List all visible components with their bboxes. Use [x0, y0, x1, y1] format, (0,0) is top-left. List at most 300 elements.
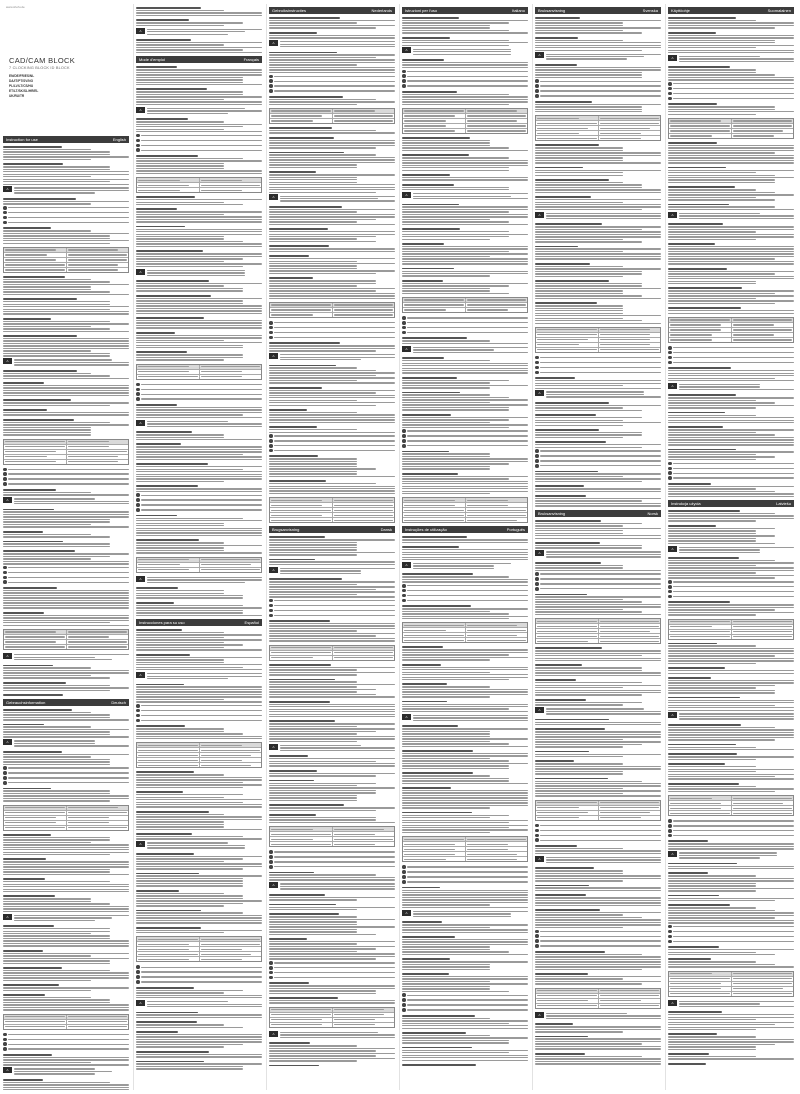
warning-icon: ⚠ — [136, 28, 145, 34]
text-line — [402, 370, 528, 371]
table-cell — [200, 178, 262, 182]
table-cell — [270, 1013, 333, 1017]
step-number-icon — [3, 1033, 7, 1037]
text-line — [271, 314, 313, 315]
heading-line — [535, 562, 601, 564]
heading-line — [3, 612, 44, 614]
text-line — [136, 354, 243, 355]
warning-text — [413, 714, 528, 723]
text-line — [668, 69, 756, 70]
text-line — [269, 261, 357, 262]
section-heading — [402, 750, 528, 752]
text-line — [269, 635, 376, 636]
text-line — [668, 491, 775, 492]
step-number-icon — [3, 1047, 7, 1051]
heading-line — [269, 701, 330, 703]
text-line — [8, 782, 129, 783]
text-line — [537, 128, 588, 129]
text-line — [334, 115, 394, 116]
heading-line — [535, 542, 600, 544]
text-line — [136, 216, 262, 217]
text-line — [402, 792, 528, 793]
text-line — [535, 256, 661, 257]
text-line — [269, 773, 395, 774]
text-line — [3, 304, 110, 305]
text-line — [8, 777, 129, 778]
text-line — [402, 224, 528, 225]
text-line — [68, 817, 110, 818]
text-line — [535, 692, 661, 693]
text-line — [407, 595, 528, 596]
text-line — [136, 930, 262, 931]
table-cell — [669, 328, 732, 332]
text-line — [535, 961, 661, 962]
text-line — [402, 483, 528, 484]
table-cell — [732, 806, 794, 810]
text-line — [668, 293, 775, 294]
heading-line — [402, 268, 454, 270]
section-heading — [668, 1053, 794, 1055]
heading-line — [3, 751, 62, 753]
heading-line — [668, 904, 730, 906]
text-line — [269, 288, 395, 289]
text-line — [136, 696, 262, 697]
text-line — [402, 387, 490, 388]
section-heading — [3, 984, 129, 986]
text-line — [68, 636, 110, 637]
text-line — [3, 286, 91, 287]
text-line — [269, 765, 395, 766]
text-line — [535, 488, 661, 489]
section-heading — [535, 679, 661, 681]
table-row — [669, 811, 793, 815]
text-line — [668, 880, 794, 881]
text-line — [668, 843, 794, 844]
text-line — [535, 773, 623, 774]
text-line — [535, 567, 623, 568]
text-line — [535, 111, 642, 112]
step-number-icon — [3, 781, 7, 785]
heading-line — [269, 804, 344, 806]
text-line — [269, 800, 357, 801]
section-heading — [402, 772, 528, 774]
text-line — [402, 899, 528, 900]
text-line — [668, 710, 794, 711]
text-line — [535, 1046, 661, 1047]
text-line — [668, 273, 775, 274]
text-line — [3, 534, 91, 535]
text-line — [668, 1014, 794, 1015]
text-line — [138, 944, 189, 945]
text-line — [3, 546, 110, 547]
text-line — [402, 234, 528, 235]
text-line — [535, 74, 642, 75]
text-line — [3, 494, 129, 495]
text-line — [269, 681, 357, 682]
step-number-icon — [136, 139, 140, 143]
heading-line — [136, 250, 203, 252]
text-line — [670, 135, 712, 136]
numbered-step — [269, 976, 395, 980]
warning-text — [14, 497, 129, 506]
text-line — [540, 931, 661, 932]
text-line — [271, 110, 331, 111]
section-heading — [136, 1061, 262, 1063]
text-line — [668, 540, 756, 541]
text-line — [535, 202, 623, 203]
section-heading — [402, 174, 528, 176]
text-line — [668, 258, 775, 259]
step-number-icon — [136, 970, 140, 974]
text-line — [670, 973, 712, 974]
text-line — [600, 626, 660, 627]
numbered-step — [269, 331, 395, 335]
section-heading — [136, 910, 262, 912]
text-line — [14, 659, 112, 660]
step-number-icon — [269, 604, 273, 608]
step-number-icon — [269, 976, 273, 980]
text-line — [269, 412, 357, 413]
section-heading — [269, 277, 395, 279]
text-line — [269, 716, 395, 717]
step-number-icon — [668, 92, 672, 96]
heading-line — [136, 88, 207, 90]
heading-line — [535, 1053, 585, 1055]
text-line — [535, 744, 642, 745]
section-heading — [535, 542, 661, 544]
text-line — [535, 694, 642, 695]
text-line — [535, 172, 623, 173]
text-line — [269, 54, 395, 55]
text-line — [402, 677, 528, 678]
text-line — [402, 402, 490, 403]
text-line — [535, 226, 661, 227]
text-line — [668, 756, 794, 757]
heading-line — [3, 834, 51, 836]
product-code: DA/IT/PT/SV/NO — [9, 79, 34, 83]
text-line — [3, 1062, 91, 1063]
heading-line — [535, 699, 586, 701]
text-line — [679, 857, 760, 858]
text-line — [269, 1060, 357, 1061]
text-line — [402, 382, 490, 383]
numbered-step — [402, 584, 528, 588]
text-line — [136, 204, 243, 205]
text-line — [3, 402, 129, 403]
warning-note — [535, 550, 661, 559]
text-line — [402, 832, 490, 833]
text-line — [600, 138, 642, 139]
numbered-step — [668, 940, 794, 944]
text-line — [467, 854, 518, 855]
text-line — [467, 110, 518, 111]
section-heading — [136, 118, 262, 120]
table-cell — [200, 183, 262, 187]
section-heading — [3, 834, 129, 836]
numbered-step — [668, 346, 794, 350]
text-line — [535, 850, 661, 851]
text-line — [535, 785, 661, 786]
text-line — [402, 253, 528, 254]
text-line — [402, 263, 528, 264]
text-line — [535, 1026, 661, 1027]
section-heading — [402, 664, 528, 666]
section-heading — [402, 392, 528, 394]
table-row — [536, 136, 660, 140]
text-line — [402, 679, 509, 680]
section-heading — [402, 1064, 528, 1066]
numbered-step — [269, 79, 395, 83]
numbered-step — [269, 609, 395, 613]
text-line — [269, 140, 395, 141]
warning-note — [535, 856, 661, 865]
section-heading — [402, 243, 528, 245]
text-line — [668, 520, 756, 521]
text-line — [546, 862, 661, 863]
section-heading — [668, 1011, 794, 1013]
section-heading — [269, 409, 395, 411]
text-line — [600, 344, 651, 345]
text-line — [535, 875, 661, 876]
text-line — [402, 340, 490, 341]
table-cell — [403, 303, 466, 307]
text-line — [269, 67, 395, 68]
text-line — [269, 251, 395, 252]
text-line — [141, 981, 262, 982]
text-line — [535, 206, 661, 207]
section-heading — [668, 32, 794, 34]
text-line — [679, 213, 760, 214]
text-line — [68, 249, 119, 250]
text-line — [3, 543, 110, 544]
text-line — [136, 610, 243, 611]
warning-note — [668, 851, 794, 860]
text-line — [3, 181, 110, 182]
step-number-icon — [668, 82, 672, 86]
text-line — [546, 857, 661, 858]
text-line — [402, 293, 509, 294]
text-line — [269, 280, 376, 281]
text-line — [269, 174, 395, 175]
text-line — [8, 1034, 129, 1035]
text-line — [269, 372, 395, 373]
text-line — [413, 196, 511, 197]
text-line — [269, 877, 395, 878]
text-line — [136, 607, 262, 608]
column-3 — [269, 4, 395, 1090]
text-line — [269, 790, 376, 791]
text-line — [535, 528, 661, 529]
text-line — [3, 953, 129, 954]
text-line — [5, 631, 56, 632]
text-line — [269, 414, 395, 415]
table-cell — [599, 348, 661, 352]
text-line — [280, 883, 395, 884]
text-line — [3, 1087, 129, 1088]
text-line — [3, 854, 110, 855]
text-line — [402, 783, 528, 784]
text-line — [402, 385, 528, 386]
table-cell — [270, 651, 333, 655]
heading-line — [269, 904, 336, 906]
text-line — [535, 781, 642, 782]
text-line — [3, 874, 129, 875]
step-number-icon — [136, 714, 140, 718]
text-line — [535, 966, 661, 967]
heading-line — [269, 872, 314, 874]
text-line — [3, 201, 129, 202]
text-line — [668, 776, 775, 777]
table-cell — [466, 109, 528, 113]
step-number-icon — [402, 70, 406, 74]
text-line — [269, 209, 395, 210]
step-number-icon — [402, 875, 406, 879]
section-heading — [402, 59, 528, 61]
text-line — [14, 920, 95, 921]
text-line — [402, 404, 528, 405]
section-heading — [402, 137, 528, 139]
section-heading — [668, 525, 794, 527]
text-line — [334, 839, 394, 840]
table-cell — [536, 131, 599, 135]
text-line — [271, 510, 331, 511]
section-heading — [3, 335, 129, 337]
product-code: UK/RU/TR — [9, 94, 25, 98]
text-line — [668, 917, 775, 918]
language-title: Mode d'emploi — [139, 57, 165, 63]
text-line — [136, 612, 243, 613]
step-number-icon — [402, 1003, 406, 1007]
text-line — [668, 898, 794, 899]
text-line — [535, 611, 642, 612]
text-line — [540, 95, 661, 96]
text-line — [136, 856, 262, 857]
text-line — [546, 708, 644, 709]
text-line — [334, 304, 394, 305]
warning-note — [535, 212, 661, 221]
warning-icon: ⚠ — [668, 212, 677, 218]
table-cell — [137, 952, 200, 956]
text-line — [68, 641, 128, 642]
heading-line — [3, 382, 44, 384]
numbered-step — [3, 781, 129, 785]
section-heading — [269, 913, 395, 915]
warning-text — [14, 914, 129, 923]
heading-line — [535, 471, 598, 473]
heading-line — [269, 1065, 319, 1067]
text-line — [269, 686, 357, 687]
heading-line — [402, 605, 471, 607]
section-heading — [668, 17, 794, 19]
text-line — [668, 402, 775, 403]
numbered-step — [402, 599, 528, 603]
step-number-icon — [402, 326, 406, 330]
text-line — [668, 248, 794, 249]
text-line — [535, 25, 623, 26]
table-cell — [333, 646, 395, 650]
text-line — [673, 820, 794, 821]
heading-line — [3, 531, 43, 533]
text-line — [269, 926, 395, 927]
text-line — [269, 711, 395, 712]
table-cell — [599, 639, 661, 643]
table-cell — [4, 1020, 67, 1024]
heading-line — [668, 367, 731, 369]
text-line — [668, 175, 775, 176]
text-line — [3, 903, 110, 904]
language-title: Gebrauchsinformation — [6, 699, 46, 705]
text-line — [733, 339, 793, 340]
text-line — [269, 147, 376, 148]
table-cell — [4, 450, 67, 454]
section-heading — [668, 863, 794, 865]
text-line — [402, 1018, 490, 1019]
text-line — [271, 120, 313, 121]
heading-line — [535, 647, 602, 649]
text-line — [136, 211, 262, 212]
section-heading — [269, 171, 395, 173]
section-heading — [269, 872, 395, 874]
section-heading — [668, 783, 794, 785]
text-line — [3, 432, 91, 433]
section-heading — [535, 751, 661, 753]
table-row — [137, 568, 261, 572]
text-line — [269, 293, 395, 294]
text-line — [136, 542, 224, 543]
text-line — [269, 785, 357, 786]
text-line — [540, 825, 661, 826]
text-line — [269, 787, 395, 788]
text-line — [3, 151, 110, 152]
text-line — [402, 539, 528, 540]
step-number-icon — [269, 961, 273, 965]
text-line — [402, 894, 528, 895]
text-line — [546, 58, 627, 59]
table-row — [270, 518, 394, 522]
table-cell — [536, 136, 599, 140]
table-cell — [599, 121, 661, 125]
heading-line — [535, 485, 584, 487]
section-heading — [136, 88, 262, 90]
text-line — [3, 511, 129, 512]
heading-line — [136, 317, 204, 319]
table-cell — [466, 503, 528, 507]
step-number-icon — [269, 971, 273, 975]
step-number-icon — [269, 326, 273, 330]
text-line — [668, 670, 794, 671]
text-line — [407, 999, 528, 1000]
section-heading — [535, 1053, 661, 1055]
text-line — [269, 493, 395, 494]
section-heading — [269, 365, 395, 367]
text-line — [136, 298, 262, 299]
text-line — [668, 50, 794, 51]
text-line — [673, 926, 794, 927]
column-divider — [665, 4, 666, 1090]
text-line — [404, 625, 464, 626]
heading-line — [269, 206, 342, 208]
numbered-step — [402, 594, 528, 598]
table-cell — [333, 1018, 395, 1022]
text-line — [269, 736, 395, 737]
warning-note — [668, 546, 794, 555]
language-header — [668, 500, 794, 507]
heading-line — [668, 557, 739, 559]
text-line — [136, 342, 262, 343]
text-line — [3, 243, 110, 244]
text-line — [5, 264, 65, 265]
text-line — [136, 454, 243, 455]
